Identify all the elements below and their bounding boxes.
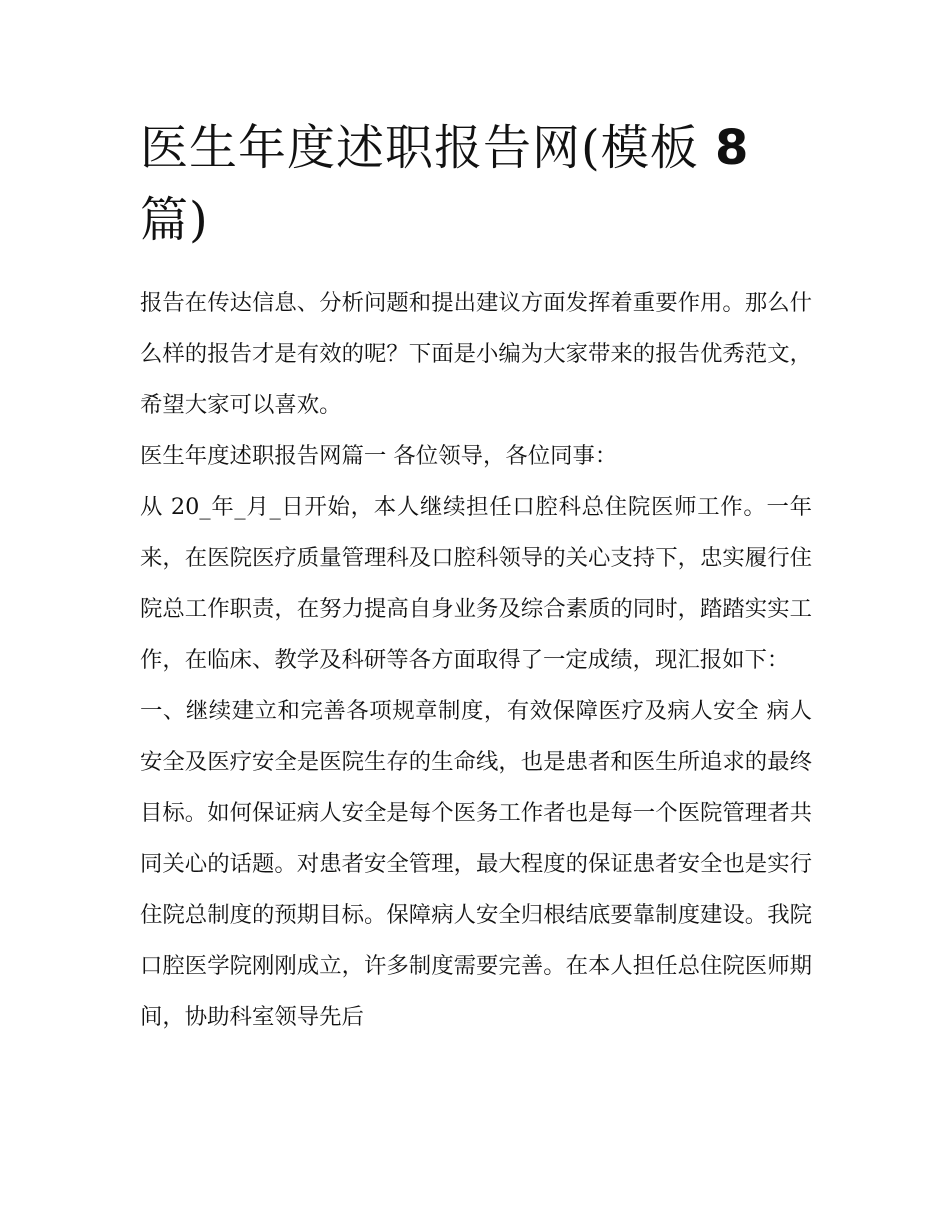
title-number: 8	[715, 120, 750, 176]
title-text-continued: 篇)	[140, 192, 209, 248]
body-paragraph: 从 20_年_月_日开始，本人继续担任口腔科总住院医师工作。一年来，在医院医疗质量管理科及口腔科领导的关心支持下，忠实履行住院总工作职责，在努力提高自身业务及综合素质的同时，踏踏实实工作，在临床、教学及科研等各方面取得了一定成绩，现汇报如下：	[140, 494, 812, 673]
document-body	[140, 278, 812, 1043]
title-text: 医生年度述职报告网(模板	[140, 120, 715, 176]
document-title	[140, 112, 820, 256]
intro-paragraph: 报告在传达信息、分析问题和提出建议方面发挥着重要作用。那么什么样的报告才是有效的呢？下面是小编为大家带来的报告优秀范文，希望大家可以喜欢。	[140, 290, 812, 418]
body-paragraph: 一、继续建立和完善各项规章制度，有效保障医疗及病人安全 病人安全及医疗安全是医院生存的生命线，也是患者和医生所追求的最终目标。如何保证病人安全是每个医务工作者也是每一个医院管理者共同关心的话题。对患者安全管理，最大程度的保证患者安全也是实行住院总制度的预期目标。保障病人安全归根结底要靠制度建设。我院口腔医学院刚刚成立，许多制度需要完善。在本人担任总住院医师期间，协助科室领导先后	[140, 698, 812, 1030]
section-heading-paragraph: 医生年度述职报告网篇一 各位领导，各位同事：	[140, 443, 618, 469]
